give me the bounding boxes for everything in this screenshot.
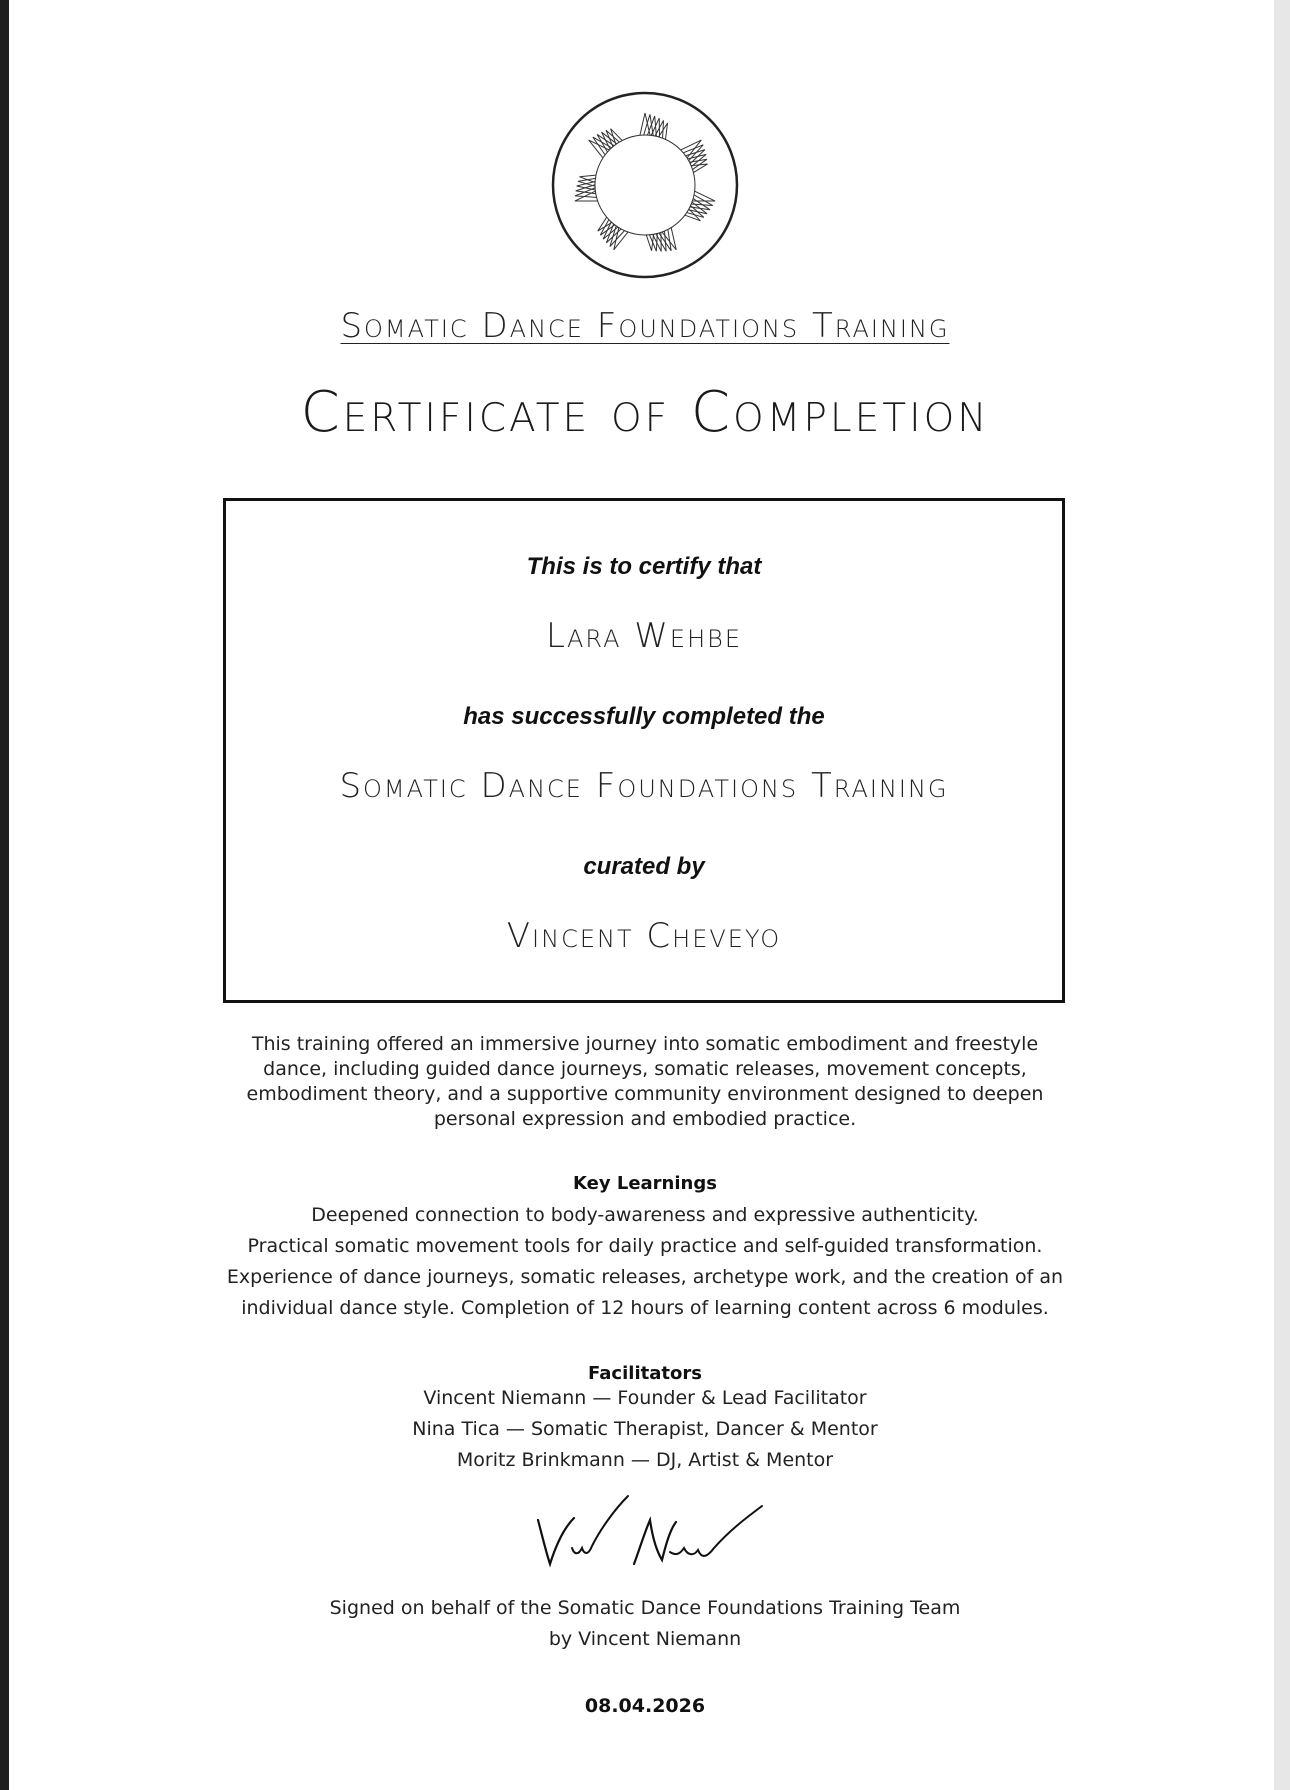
description-line: embodiment theory, and a supportive community environment designed to deepen <box>246 1083 1044 1105</box>
facilitator-line: Moritz Brinkmann — DJ, Artist & Mentor <box>456 1449 834 1471</box>
key-learnings-list <box>0 1200 1290 1324</box>
facilitators-heading: Facilitators <box>588 1363 702 1384</box>
left-edge-strip <box>0 0 9 1790</box>
key-learnings-heading: Key Learnings <box>573 1173 717 1194</box>
description-paragraph <box>0 1032 1290 1132</box>
signed-line-2: by Vincent Niemann <box>548 1628 742 1650</box>
right-edge-strip <box>1274 0 1290 1790</box>
certificate-frame <box>223 498 1065 1003</box>
curated-text: curated by <box>583 853 705 880</box>
facilitator-line: Vincent Niemann — Founder & Lead Facilitator <box>423 1387 867 1409</box>
description-line: personal expression and embodied practice. <box>433 1108 857 1130</box>
completed-text: has successfully completed the <box>463 703 825 730</box>
facilitator-line: Nina Tica — Somatic Therapist, Dancer & Mentor <box>412 1418 878 1440</box>
curator-name: Vincent Cheveyo <box>506 916 782 956</box>
description-line: This training offered an immersive journey into somatic embodiment and freestyle <box>251 1033 1039 1055</box>
course-name: Somatic Dance Foundations Training <box>339 766 949 806</box>
key-learning-line: individual dance style. Completion of 12 hours of learning content across 6 modules. <box>241 1297 1049 1319</box>
signature-image <box>530 1490 770 1570</box>
certify-intro: This is to certify that <box>526 553 762 580</box>
emblem-logo-icon <box>551 91 739 279</box>
key-learning-line: Practical somatic movement tools for daily practice and self-guided transformation. <box>247 1235 1043 1257</box>
description-line: dance, including guided dance journeys, somatic releases, movement concepts, <box>263 1058 1027 1080</box>
key-learning-line: Experience of dance journeys, somatic releases, archetype work, and the creation of an <box>226 1266 1064 1288</box>
recipient-name: Lara Wehbe <box>546 616 742 656</box>
key-learning-line: Deepened connection to body-awareness and expressive authenticity. <box>311 1204 979 1226</box>
signed-line-1: Signed on behalf of the Somatic Dance Foundations Training Team <box>329 1597 961 1619</box>
certificate-date: 08.04.2026 <box>584 1695 706 1717</box>
facilitators-list <box>0 1383 1290 1476</box>
course-header: Somatic Dance Foundations Training <box>340 306 950 346</box>
emblem-inner-circle <box>595 135 695 235</box>
certificate-title: Certificate of Completion <box>300 380 990 445</box>
